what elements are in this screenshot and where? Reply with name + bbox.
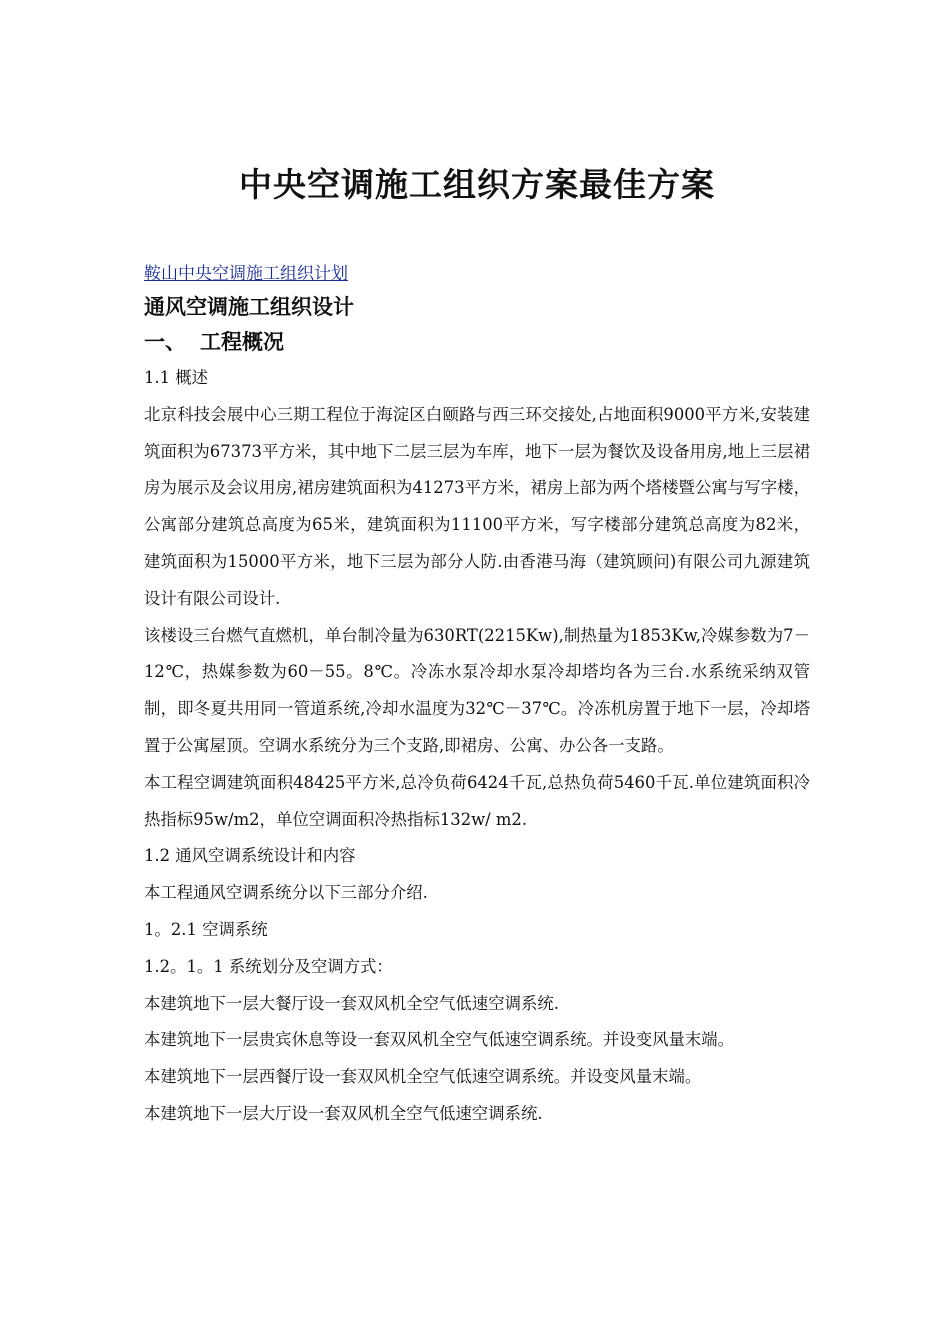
chapter-title: 工程概况 (200, 330, 284, 354)
paragraph-system-2: 本建筑地下一层贵宾休息等设一套双风机全空气低速空调系统。并设变风量末端。 (144, 1030, 735, 1050)
heading-1-1: 1.1 概述 (144, 368, 209, 387)
paragraph-overview: 北京科技会展中心三期工程位于海淀区白颐路与西三环交接处,占地面积9000平方米,安装建筑面积为67373平方米，其中地下二层三层为车库，地下一层为餐饮及设备用房,地上三层裙房为展示及会议用房,裙房建筑面积为41273平方米，裙房上部为两个塔楼暨公寓与写字楼，公寓部分建筑总高度为65米，建筑面积为11100平方米，写字楼部分建筑总高度为82米，建筑面积为15000平方米，地下三层为部分人防.由香港马海（建筑顾问)有限公司九源建筑设计有限公司设计. (144, 404, 810, 608)
paragraph-chillers: 该楼设三台燃气直燃机，单台制冷量为630RT(2215Kw),制热量为1853Kw,冷媒参数为7－12℃，热媒参数为60－55。8℃。冷冻水泵冷却水泵冷却塔均各为三台.水系统采纳双管制，即冬夏共用同一管道系统,冷却水温度为32℃－37℃。冷冻机房置于地下一层，冷却塔置于公寓屋顶。空调水系统分为三个支路,即裙房、公寓、办公各一支路。 (144, 625, 810, 755)
paragraph-system-1: 本建筑地下一层大餐厅设一套双风机全空气低速空调系统. (144, 993, 559, 1013)
heading-1-2: 1.2 通风空调系统设计和内容 (144, 846, 356, 866)
heading-1-2-1: 1。2.1 空调系统 (144, 919, 268, 939)
related-link[interactable]: 鞍山中央空调施工组织计划 (144, 264, 348, 284)
paragraph-loads: 本工程空调建筑面积48425平方米,总冷负荷6424千瓦,总热负荷5460千瓦.单位建筑面积冷热指标95w/m2，单位空调面积冷热指标132w/ m2. (144, 772, 810, 829)
paragraph-system-4: 本建筑地下一层大厅设一套双风机全空气低速空调系统. (144, 1103, 543, 1123)
paragraph-system-3: 本建筑地下一层西餐厅设一套双风机全空气低速空调系统。并设变风量末端。 (144, 1067, 702, 1087)
document-title: 中央空调施工组织方案最佳方案 (239, 165, 715, 204)
heading-1-2-1-1: 1.2。1。1 系统划分及空调方式： (144, 956, 393, 976)
body-text (144, 360, 810, 1133)
chapter-heading (144, 324, 810, 360)
paragraph-intro: 本工程通风空调系统分以下三部分介绍. (144, 883, 428, 903)
section-title: 通风空调施工组织设计 (144, 295, 354, 319)
chapter-number: 一、 (144, 330, 186, 354)
